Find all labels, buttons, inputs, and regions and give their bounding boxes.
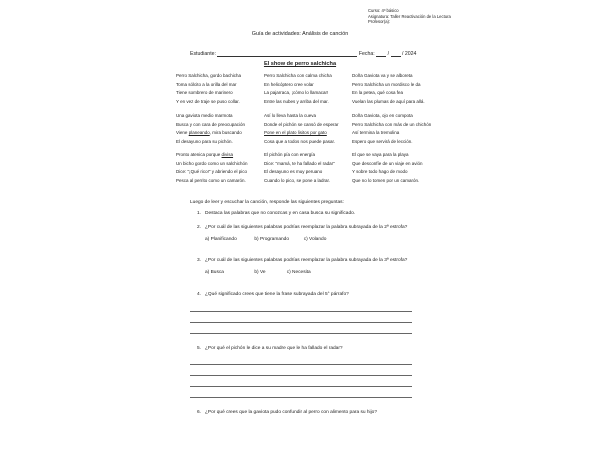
answer-line[interactable] [190,375,412,376]
lyric-line [176,151,248,160]
question-2-options [205,237,326,242]
stanza-7 [176,151,248,185]
lyric-line: El pichón pía con energía [264,152,316,157]
question-text: ¿Por qué el pichón le dice a su madre que le ha fallado el radar? [205,346,343,351]
lyric-text: , mira buscando [209,130,242,135]
question-text: ¿Por cuál de las siguientes palabras podrías reemplazar la palabra subrayada de la 2ª estrofa? [205,225,408,230]
answer-line[interactable] [190,322,412,323]
question-text: Destaca las palabras que no conozcas y en casa busca su significado. [205,211,356,216]
lyric-line: Doña Gaviota va y se alboreta [352,73,413,78]
lyric-line: Dice: "mamá, te ha fallado el radar" [264,160,335,166]
lyric-line: Pesca al perrito como un camarón. [176,177,246,183]
lyric-line: Así termina la tremolina [352,130,400,135]
lyric-line: Perro Salchicha un mordisco le da [352,81,421,87]
lyric-line: Tiene sombrero de marinero [176,90,233,95]
question-number: 3. [197,258,202,263]
option-c[interactable]: c) Necesita [286,270,311,275]
answer-line[interactable] [190,364,412,365]
lyric-line: El desayuno es muy peruano [264,169,323,174]
song-title: El show de perro salchicha [263,61,337,67]
lyric-line: Perro Salchicha, gordo bachicha [176,73,242,78]
lyric-line: Busca y con cara de preocupación [176,121,246,127]
question-text: ¿Qué significado crees que tiene la frase subrayada del 5° párrafo? [205,292,349,297]
stanza-2 [264,72,332,106]
lyric-line: Toma sólcito a la orilla del mar [176,81,237,87]
student-date-line [190,51,430,57]
stanza-9 [352,151,423,185]
question-number: 1. [197,211,202,216]
lyric-line: Cuando lo pico, se pone a ladrar. [264,177,331,183]
student-label: Estudiante: [190,51,216,57]
lyric-line: La pajarraca, ¡cómo lo llamacar! [264,90,329,95]
lyric-text: Viene [176,130,189,135]
date-month-field[interactable] [391,51,404,57]
stanza-1 [176,72,241,106]
stanza-4 [176,112,245,146]
course-line: Curso: 4º básico [368,8,399,13]
lyric-line: Espero que servirá de lección. [352,138,413,144]
lyric-line [176,129,245,138]
option-a[interactable]: a) Busca [205,270,224,275]
lyric-line: Entre las nubes y arriba del mar. [264,98,329,104]
option-c[interactable]: c) Volando [303,237,327,242]
lyric-line: El que se vaya para la playa [352,152,409,157]
lyric-line: Perro Salchicha con más de un chichón [352,121,432,127]
answer-line[interactable] [190,386,412,387]
lyric-line: Que desconfíe de un viaje en avión [352,160,423,166]
stanza-8 [264,151,335,185]
answer-line[interactable] [190,397,412,398]
subject-line: Asignatura: Taller Reactivación de la Lectura [368,13,451,19]
date-year: 2024 [404,51,417,57]
option-b[interactable]: b) Programando [254,237,290,242]
lyric-text: Pronto atenica porque [176,152,222,157]
question-number: 6. [197,410,202,415]
lyric-line: Y en vez de traje se puso collar. [176,98,240,104]
stanza-3 [352,72,425,106]
stanza-6 [352,112,431,146]
lyric-line: En la petea, qué cosa fea [352,90,404,95]
underlined-phrase: Pone en el plato lisitos por gato [264,130,327,135]
instructions: Luego de leer y escuchar la canción, responde las siguientes preguntas: [190,200,344,205]
lyric-line: En helicóptero cree volar [264,81,314,87]
lyric-line: Dice: "¡Qué rico!" y abriendo el pico [176,169,247,174]
course-info [368,8,451,25]
question-number: 4. [197,292,202,297]
question-3-options [205,270,311,275]
lyric-line: Así lo lleva hasta la cueva [264,113,317,118]
underlined-word: planeando [188,130,210,135]
question-number: 5. [197,346,202,351]
answer-line[interactable] [190,333,412,334]
underlined-word: divisa [221,152,234,157]
question-number: 2. [197,225,202,230]
date-separator: / [402,51,404,57]
lyric-line: Una gaviota medio marmota [176,113,233,118]
date-separator: / [387,51,390,57]
question-text: ¿Por cuál de las siguientes palabras podrías reemplazar la palabra subrayada de la 3ª estrofa? [205,258,408,263]
lyric-line: Que no lo tomen por un camarón. [352,177,420,183]
lyric-line: Un bicho gordo como un salchichón [176,160,248,166]
guide-title: Guía de actividades: Análisis de canción [251,31,349,37]
lyric-line: Y sobre todo hago de modo [352,169,408,174]
lyric-line: Cosa que a todos nos puede pasar. [264,138,336,144]
date-day-field[interactable] [376,51,386,57]
stanza-5 [264,112,339,146]
student-name-field[interactable] [217,51,357,57]
option-b[interactable]: b) Ve [254,270,266,275]
lyric-line: Vuelan las plumas de aquí para allá. [352,98,425,104]
question-text: ¿Por qué crees que la gaviota pudo confundir al perro con alimento para su hijo? [205,410,377,415]
lyric-line: El desayuno para su pichón. [176,138,233,144]
option-a[interactable]: a) Planificando [205,237,237,242]
date-label: Fecha: [358,51,375,57]
lyric-line: Perro Salchicha con calma chicha [264,73,332,78]
lyric-line: Doña Gaviota, ojo en compota [352,113,413,118]
lyric-line: Donde el pichón se cansó de esperar [264,121,339,127]
answer-line[interactable] [190,311,412,312]
teacher-line: Profesor(a): [368,19,391,25]
